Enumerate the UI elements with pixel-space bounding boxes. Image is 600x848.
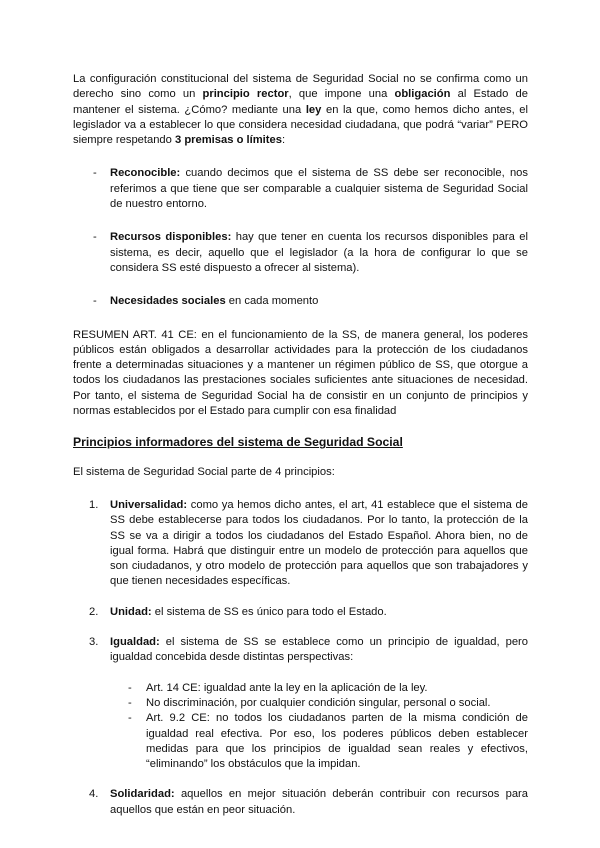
igualdad-sublist (110, 681, 528, 773)
premisas-list (73, 166, 528, 309)
premisa-term: Necesidades sociales (110, 295, 226, 308)
principio-text: el sistema de SS es único para todo el Estado. (151, 605, 387, 618)
premisa-text: en cada momento (225, 295, 319, 308)
intro-bold-ley: ley (305, 103, 322, 116)
premisa-text: cuando decimos que el sistema de SS debe ser reconocible, nos referimos a que tiene que ser comparable a cualquier sistema de Seguridad Social de nuestro entorno. (110, 167, 528, 211)
list-number: 2. (89, 605, 99, 618)
list-number: 4. (89, 788, 99, 801)
premisa-item (73, 294, 528, 309)
resumen-paragraph: RESUMEN ART. 41 CE: en el funcionamiento de la SS, de manera general, los poderes públicos están obligados a desarrollar actividades para la protección de los ciudadanos frente a determinadas situaciones y a mantener un régimen público de SS, que otorgue a todos los ciudadanos las prestaciones sociales suficientes ante situaciones de necesidad. Por tanto, el sistema de Seguridad Social ha de consistir en un conjunto de principios y normas establecidos por el Estado para cumplir con esa finalidad (73, 328, 528, 418)
list-number: 3. (89, 636, 99, 649)
document-body (73, 72, 528, 818)
intro-paragraph (73, 72, 528, 148)
principio-item-unidad (73, 605, 528, 620)
principio-text: el sistema de SS se establece como un principio de igualdad, pero igualdad concebida desde distintas perspectivas: (110, 636, 528, 664)
principios-list (73, 498, 528, 818)
premisa-text: hay que tener en cuenta los recursos disponibles para el sistema, es decir, aquello que el legislador (a la hora de configurar lo que se considera SS esté dispuesto a ofrecer al sistema). (110, 231, 529, 274)
igualdad-subitem: - Art. 9.2 CE: no todos los ciudadanos parten de la misma condición de igualdad real efectiva. Por eso, los poderes públicos deben establecer medidas para que los principios de igualdad sean reales y efectivos, “eliminando” los obstáculos que la impidan. (110, 711, 528, 772)
principio-item-igualdad (73, 635, 528, 772)
intro-text-2: , que impone una (288, 88, 395, 101)
intro-text-3: al Estado de mantener el sistema. ¿Cómo? mediante una (73, 88, 528, 116)
principio-text: como ya hemos dicho antes, el art, 41 establece que el sistema de SS debe establecerse para todos los ciudadanos. Por lo tanto, la protección de la SS se va a dirigir a todos los ciudadanos del Estado Español. Ahora bien, no de igual forma. Habrá que distinguir entre un modelo de protección para aquellos que son ciudadanos, y otro modelo de protección para aquellos que son trabajadores y que tienen necesidades específicas. (110, 498, 528, 588)
intro-text-5: : (281, 134, 286, 147)
section-heading: Principios informadores del sistema de Seguridad Social (73, 435, 403, 450)
intro-bold-obligacion: obligación (394, 88, 451, 101)
igualdad-subitem: - No discriminación, por cualquier condición singular, personal o social. (110, 696, 528, 711)
principio-item-solidaridad (73, 787, 528, 818)
premisa-item (73, 230, 528, 276)
intro-bold-premisas: 3 premisas o límites (175, 134, 282, 147)
principio-term: Igualdad: (110, 636, 160, 649)
principio-term: Unidad: (110, 605, 152, 618)
list-number: 1. (89, 498, 99, 511)
intro-text-1: La configuración constitucional del sistema de Seguridad Social no se confirma como un derecho sino como un (73, 73, 528, 101)
principio-term: Universalidad: (110, 498, 188, 511)
principios-intro: El sistema de Seguridad Social parte de 4 principios: (73, 465, 335, 478)
premisa-item (73, 166, 528, 212)
principio-item-universalidad (73, 498, 528, 590)
premisa-term: Reconocible: (110, 167, 181, 180)
igualdad-subitem: - Art. 14 CE: igualdad ante la ley en la aplicación de la ley. (110, 681, 528, 696)
premisa-term: Recursos disponibles: (110, 231, 232, 244)
intro-bold-principio-rector: principio rector (202, 88, 289, 101)
principio-term: Solidaridad: (110, 788, 175, 801)
principio-text: aquellos en mejor situación deberán contribuir con recursos para aquellos que están en peor situación. (110, 788, 528, 816)
intro-text-4: en la que, como hemos dicho antes, el legislador va a establecer lo que considera necesidad ciudadana, que podrá “variar” PERO siempre respetando (73, 103, 529, 147)
